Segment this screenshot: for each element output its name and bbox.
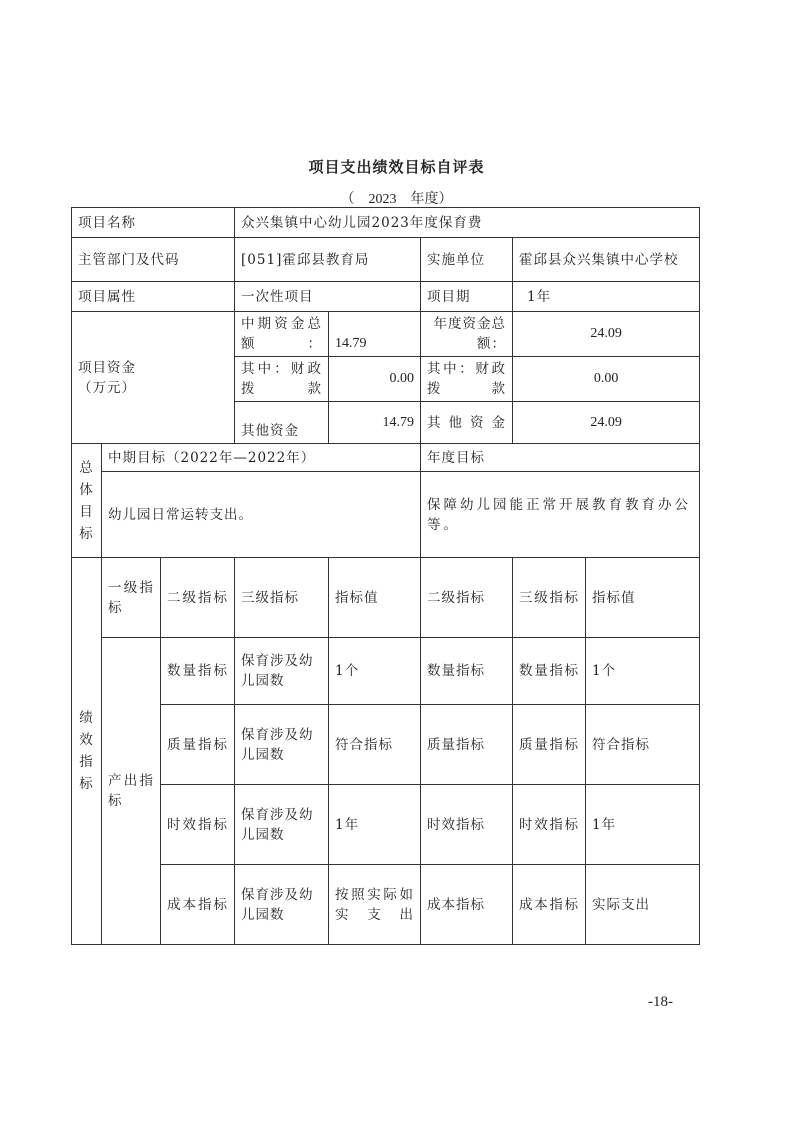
- annual-fiscal-label: 其中：财政拨款: [421, 357, 513, 402]
- header-annual-level2: 二级指标: [421, 558, 513, 638]
- row-annual-l2: 数量指标: [421, 638, 513, 705]
- unit-value: 霍邱县众兴集镇中心学校: [513, 238, 700, 282]
- row-annual-l3: 时效指标: [513, 785, 586, 865]
- row-indicator-header: [72, 558, 700, 638]
- row-annual-l2: 质量指标: [421, 705, 513, 785]
- row-annual-value: 符合指标: [586, 705, 700, 785]
- row-department: [72, 238, 700, 282]
- annual-total-label: 年度资金总额：: [421, 312, 513, 357]
- page-title: 项目支出绩效目标自评表: [308, 158, 485, 176]
- header-annual-level3: 三级指标: [513, 558, 586, 638]
- project-name-label: 项目名称: [72, 208, 235, 238]
- annual-goal-header: 年度目标: [421, 444, 700, 472]
- funds-label-line1: 项目资金: [78, 359, 136, 376]
- funds-label: [72, 312, 235, 444]
- row-project-name: [72, 208, 700, 238]
- dept-label: 主管部门及代码: [72, 238, 235, 282]
- row-value: 按照实际如实支出: [329, 865, 421, 945]
- row-l3: 保育涉及幼儿园数: [235, 865, 329, 945]
- header-level2: 二级指标: [161, 558, 235, 638]
- attr-value: 一次性项目: [235, 282, 421, 312]
- indicators-label: 绩 效 指 标: [72, 558, 102, 945]
- row-annual-value: 1个: [586, 638, 700, 705]
- row-annual-value: 实际支出: [586, 865, 700, 945]
- year-line: [0, 188, 793, 208]
- mid-other-label: 其他资金: [235, 402, 329, 444]
- row-funds-total: [72, 312, 700, 357]
- project-name-value: 众兴集镇中心幼儿园2023年度保育费: [235, 208, 700, 238]
- row-annual-value: 1年: [586, 785, 700, 865]
- annual-other-value: 24.09: [513, 402, 700, 444]
- year-open: （: [340, 191, 355, 207]
- page-number: -18-: [648, 994, 673, 1010]
- row-l2: 质量指标: [161, 705, 235, 785]
- mid-fiscal-value: 0.00: [329, 357, 421, 402]
- funds-label-line2: （万元）: [78, 379, 136, 396]
- period-value: 1年: [513, 282, 700, 312]
- mid-goal-header: 中期目标（2022年—2022年）: [102, 444, 421, 472]
- mid-total-label: 中期资金总额：: [235, 312, 329, 357]
- row-annual-l3: 数量指标: [513, 638, 586, 705]
- unit-label: 实施单位: [421, 238, 513, 282]
- mid-other-value: 14.79: [329, 402, 421, 444]
- period-label: 项目期: [421, 282, 513, 312]
- header-level1: 一级指标: [102, 558, 161, 638]
- annual-goal-content: 保障幼儿园能正常开展教育教育办公等。: [421, 472, 700, 558]
- mid-fiscal-label: 其中：财政拨款: [235, 357, 329, 402]
- row-value: 1个: [329, 638, 421, 705]
- header-level3: 三级指标: [235, 558, 329, 638]
- header-annual-value: 指标值: [586, 558, 700, 638]
- row-l2: 时效指标: [161, 785, 235, 865]
- row-value: 符合指标: [329, 705, 421, 785]
- mid-goal-content: 幼儿园日常运转支出。: [102, 472, 421, 558]
- overall-goal-label: 总 体 目 标: [72, 444, 102, 558]
- header-value: 指标值: [329, 558, 421, 638]
- year-close: 年度）: [410, 191, 453, 207]
- row-l3: 保育涉及幼儿园数: [235, 785, 329, 865]
- row-l2: 成本指标: [161, 865, 235, 945]
- row-annual-l2: 成本指标: [421, 865, 513, 945]
- year-value: 2023: [368, 192, 397, 207]
- row-l3: 保育涉及幼儿园数: [235, 705, 329, 785]
- row-goal-content: [72, 472, 700, 558]
- indicator-row: [72, 705, 700, 785]
- row-annual-l3: 成本指标: [513, 865, 586, 945]
- annual-total-value: 24.09: [513, 312, 700, 357]
- mid-total-value: 14.79: [329, 312, 421, 357]
- attr-label: 项目属性: [72, 282, 235, 312]
- row-l3: 保育涉及幼儿园数: [235, 638, 329, 705]
- row-attribute: [72, 282, 700, 312]
- indicator-row: [72, 865, 700, 945]
- annual-fiscal-value: 0.00: [513, 357, 700, 402]
- row-annual-l3: 质量指标: [513, 705, 586, 785]
- row-goal-header: [72, 444, 700, 472]
- indicator-row: [72, 638, 700, 705]
- row-value: 1年: [329, 785, 421, 865]
- level1-output: 产出指标: [102, 638, 161, 945]
- evaluation-table: [71, 207, 700, 945]
- row-annual-l2: 时效指标: [421, 785, 513, 865]
- row-l2: 数量指标: [161, 638, 235, 705]
- dept-value: [051]霍邱县教育局: [235, 238, 421, 282]
- indicator-row: [72, 785, 700, 865]
- annual-other-label: 其他资金: [421, 402, 513, 444]
